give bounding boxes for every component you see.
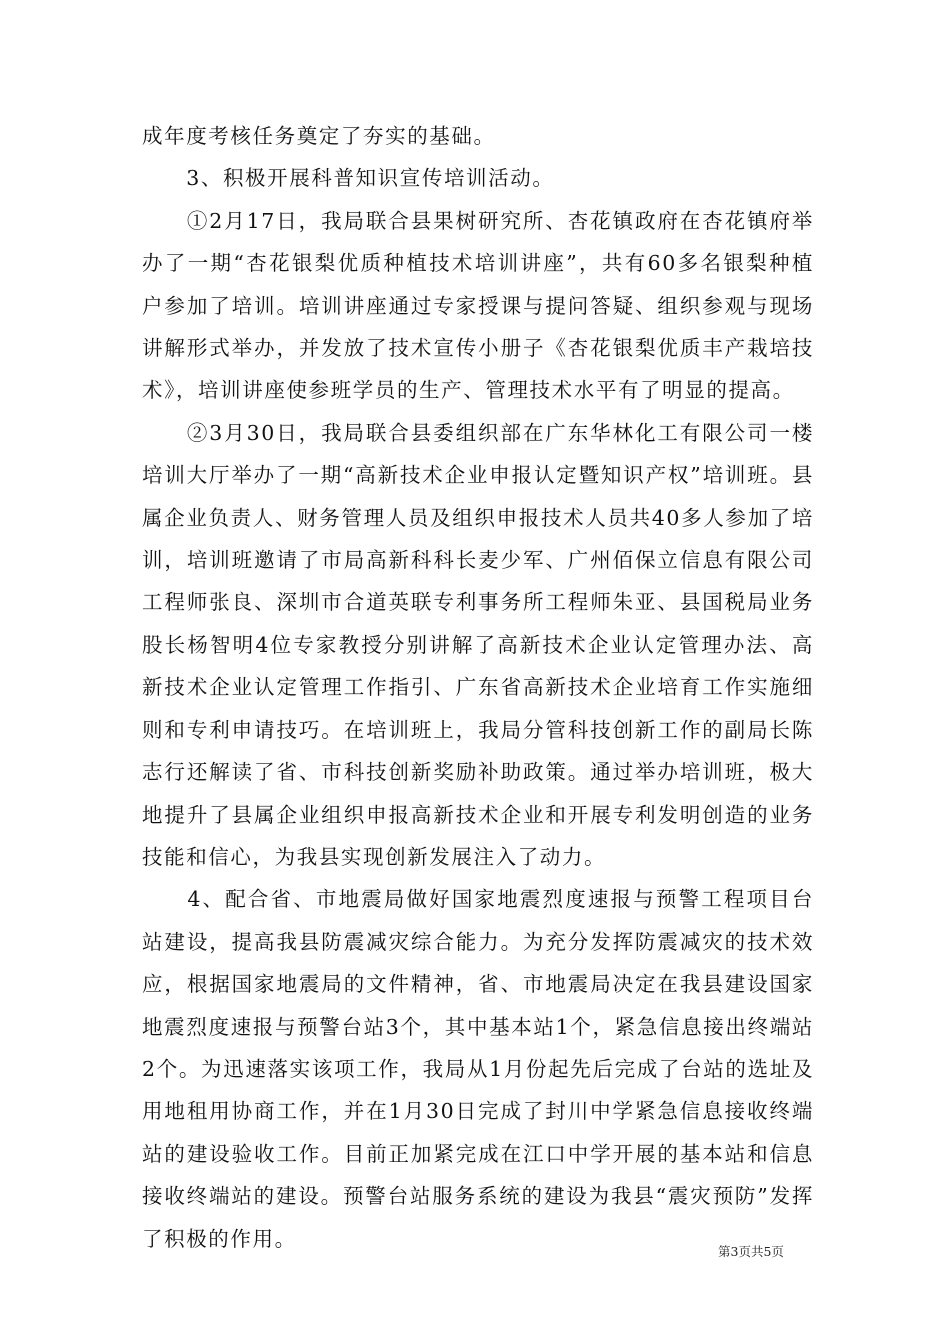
paragraph-item-2: ②3月30日，我局联合县委组织部在广东华林化工有限公司一楼培训大厅举办了一期“高新技术企业申报认定暨知识产权”培训班。县属企业负责人、财务管理人员及组织申报技术人员共40多人参加了培训，培训班邀请了市局高新科科长麦少军、广州佰保立信息有限公司工程师张良、深圳市合道英联专利事务所工程师朱亚、县国税局业务股长杨智明4位专家教授分别讲解了高新技术企业认定管理办法、高新技术企业认定管理工作指引、广东省高新技术企业培育工作实施细则和专利申请技巧。在培训班上，我局分管科技创新工作的副局长陈志行还解读了省、市科技创新奖励补助政策。通过举办培训班，极大地提升了县属企业组织申报高新技术企业和开展专利发明创造的业务技能和信心，为我县实现创新发展注入了动力。 — [142, 420, 814, 869]
section-heading-3: 3、积极开展科普知识宣传培训活动。 — [142, 166, 555, 191]
page-number-footer: 第3页共5页 — [718, 1244, 784, 1259]
paragraph-section-4: 4、配合省、市地震局做好国家地震烈度速报与预警工程项目台站建设，提高我县防震减灾综合能力。为充分发挥防震减灾的技术效应，根据国家地震局的文件精神，省、市地震局决定在我县建设国家地震烈度速报与预警台站3个，其中基本站1个，紧急信息接出终端站2个。为迅速落实该项工作，我局从1月份起先后完成了台站的选址及用地租用协商工作，并在1月30日完成了封川中学紧急信息接收终端站的建设验收工作。目前正加紧完成在江口中学开展的基本站和信息接收终端站的建设。预警台站服务系统的建设为我县“震灾预防”发挥了积极的作用。 — [142, 887, 814, 1251]
paragraph-continuation: 成年度考核任务奠定了夯实的基础。 — [142, 124, 496, 148]
document-body — [142, 115, 814, 1260]
paragraph-item-1: ①2月17日，我局联合县果树研究所、杏花镇政府在杏花镇府举办了一期“杏花银梨优质种植技术培训讲座”，共有60多名银梨种植户参加了培训。培训讲座通过专家授课与提问答疑、组织参观与现场讲解形式举办，并发放了技术宣传小册子《杏花银梨优质丰产栽培技术》，培训讲座使参班学员的生产、管理技术水平有了明显的提高。 — [142, 208, 814, 403]
